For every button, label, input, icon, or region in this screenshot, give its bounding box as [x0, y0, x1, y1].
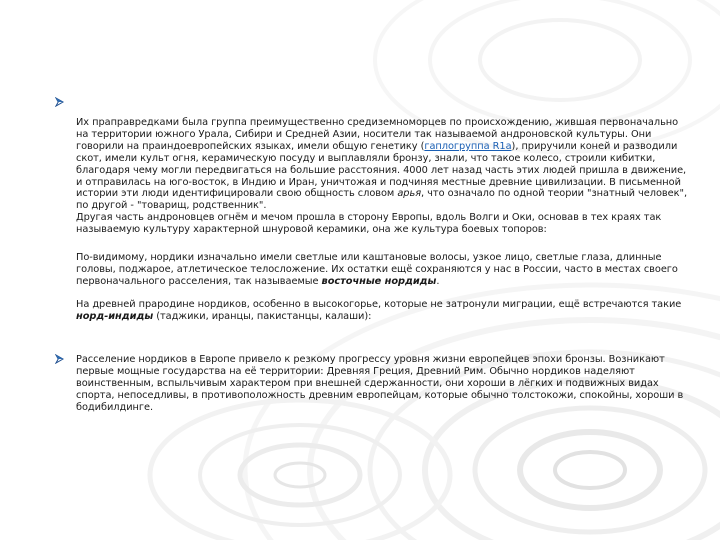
paragraph-europe-migration: Другая часть андроновцев огнём и мечом прошла в сторону Европы, вдоль Волги и Оки, основав в тех краях так называемую культуру характерной шнуровой керамики, она же культура боевых топоров:	[76, 212, 662, 236]
paragraph-nordic-appearance: По-видимому, нордики изначально имели светлые или каштановые волосы, узкое лицо, светлые глаза, длинные головы, поджарое, атлетическое телосложение. Их остатки ещё сохраняются у нас в России, часто в местах своего первоначального расселения, так называемые восточные нордиды.	[76, 252, 678, 287]
paragraph-nord-indids: На древней прародине нордиков, особенно в высокогорье, которые не затронули миграции, ещё встречаются такие норд-индиды (таджики, иранцы, пакистанцы, калаши):	[76, 298, 682, 322]
text-block-main	[76, 117, 688, 323]
paragraph-bronze-age-progress: Расселение нордиков в Европе привело к резкому прогрессу уровня жизни европейцев эпохи бронзы. Возникают первые мощные государства на её территории: Древняя Греция, Древний Рим. Обычно нордиков наделяют воинственным, вспыльчивым характером при внешней сдержанности, они хороши в лёгких и подвижных видах спорта, непоседливы, в противоположность древним европейцам, которые обычно толстокожи, спокойны, хороши в бодибилдинге.	[76, 354, 684, 413]
text-block-bronze-age	[76, 354, 688, 414]
arrow-bullet-icon	[55, 354, 65, 364]
paragraph-andronovo: Их праправредками была группа преимущественно средиземноморцев по происхождению, жившая первоначально на территории южного Урала, Сибири и Средней Азии, носители так называемой андроновской культуры. Они говорили на праиндоевропейских языках, имели общую генетику (гаплогруппа R1a), приручили коней и разводили скот, имели культ огня, керамическую посуду и выплавляли бронзу, знали, что такое колесо, строили кибитки, благодаря чему могли передвигаться на большие расстояния. 4000 лет назад часть этих людей пришла в движение, и отправилась на юго-восток, в Индию и Иран, уничтожая и подчиняя местные древние цивилизации. В письменной истории эти люди идентифицировали свою общность словом арья, что означало по одной теории "знатный человек", по другой - "товарищ, родственник".	[76, 117, 688, 212]
haplogroup-link[interactable]: гаплогруппа R1a	[424, 140, 512, 152]
arrow-bullet-icon	[55, 97, 65, 107]
